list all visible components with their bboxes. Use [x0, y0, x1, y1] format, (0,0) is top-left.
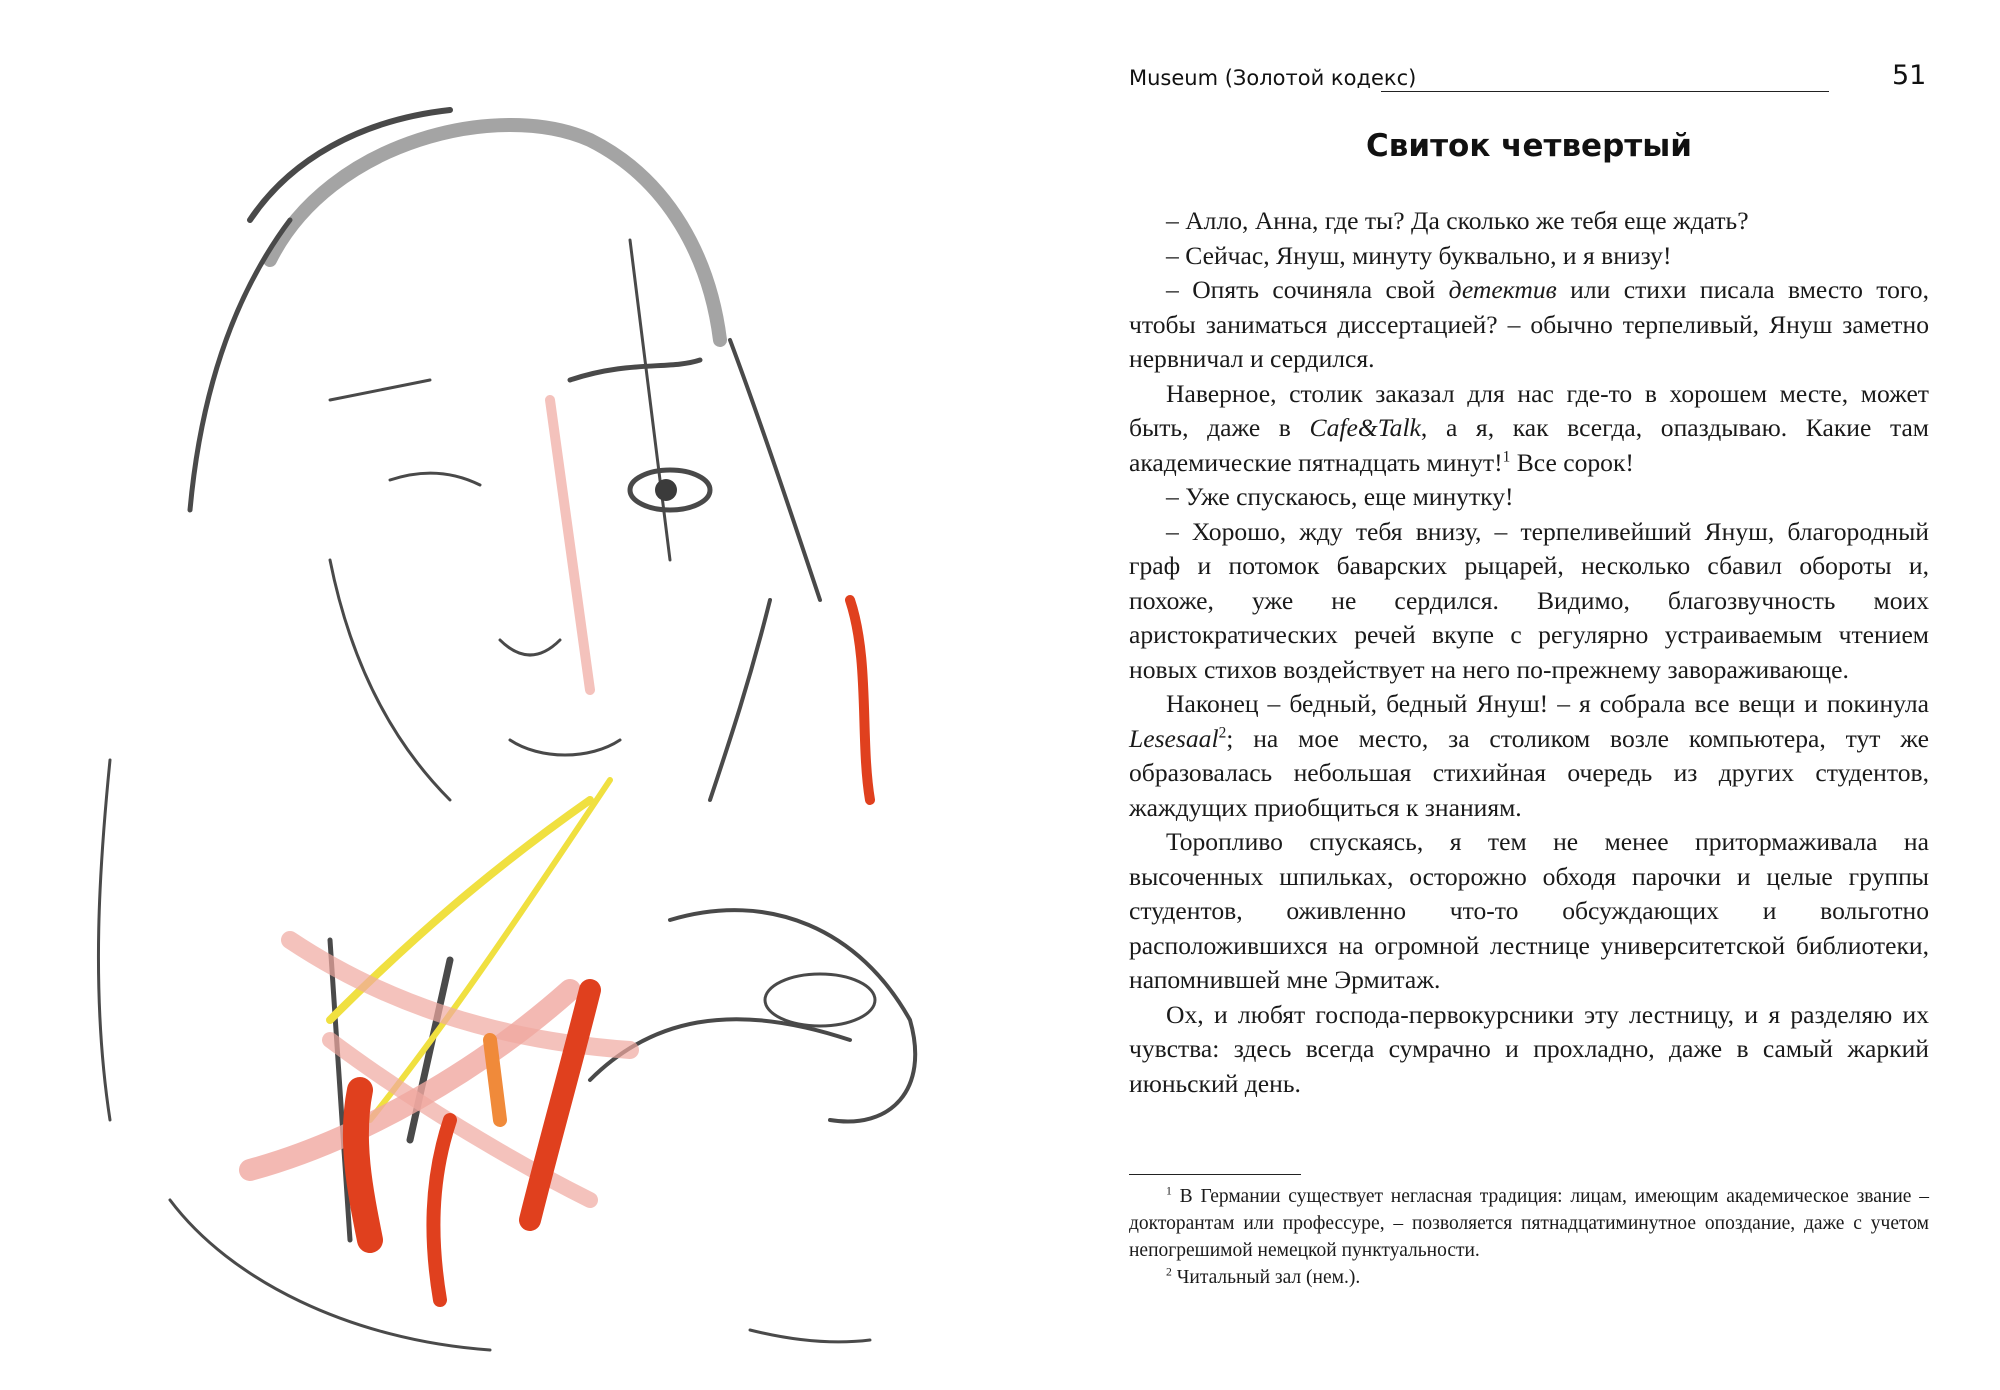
page-number: 51 [1892, 60, 1927, 91]
footnote-mark: 2 [1166, 1265, 1172, 1279]
italic-term: Lesesaal [1129, 723, 1219, 753]
italic-term: Cafe&Talk [1309, 413, 1421, 442]
footnotes [1129, 1183, 1929, 1291]
paragraph: Ох, и любят господа-первокурсники эту лестницу, и я разделяю их чувства: здесь всегда сумрачно и прохладно, даже в самый жаркий июньский день. [1129, 999, 1929, 1098]
paragraph: – Хорошо, жду тебя внизу, – терпеливейший Януш, благородный граф и потомок баварских рыцарей, несколько сбавил обороты и, похоже, уже не сердился. Видимо, благозвучность моих аристократических речей вкупе с регулярно устраиваемым чтением новых стихов воздействует на него по-прежнему завораживающе. [1129, 516, 1929, 684]
paragraph: – Алло, Анна, где ты? Да сколько же тебя еще ждать? [1166, 206, 1749, 235]
footnote-ref: 2 [1218, 723, 1227, 741]
paragraph: Торопливо спускаясь, я тем не менее притормаживала на высоченных шпильках, осторожно обходя парочки и целые группы студентов, оживленно что-то обсуждающих и вольготно расположившихся на огромной лестнице университетской библиотеки, напомнившей мне Эрмитаж. [1129, 827, 1929, 994]
running-head-title: Museum (Золотой кодекс) [1129, 66, 1417, 90]
footnote-rule [1129, 1174, 1301, 1175]
paragraph: Наверное, столик заказал для нас где-то в хорошем месте, может быть, даже в Cafe&Talk, а я, как всегда, опаздываю. Какие там академические пятнадцать минут!$^1$ Все сорок! [1129, 378, 1929, 477]
paragraph: – Уже спускаюсь, еще минутку! [1166, 482, 1514, 511]
running-head-rule [1381, 91, 1829, 92]
footnote-ref: 1 [1502, 447, 1511, 465]
right-page [1090, 0, 2000, 1390]
paragraph: – Опять сочиняла свой детектив или стихи писала вместо того, чтобы заниматься диссертацией? – обычно терпеливый, Януш заметно нервничал и сердился. [1129, 275, 1929, 373]
footnote-mark: 1 [1166, 1184, 1172, 1198]
italic-term: детектив [1448, 275, 1557, 304]
chapter-title: Свиток четвертый [1365, 128, 1692, 164]
paragraph: – Сейчас, Януш, минуту буквально, и я внизу! [1166, 240, 1672, 270]
portrait-illustration [30, 40, 1050, 1360]
body-text [1129, 204, 1929, 1101]
footnote: $^2$ Читальный зал (нем.). [1166, 1265, 1361, 1288]
paragraph: Наконец – бедный, бедный Януш! – я собрала все вещи и покинула Lesesaal$^2$; на мое место, за столиком возле компьютера, тут же образовалась небольшая стихийная очередь из других студентов, жаждущих приобщиться к знаниям. [1129, 689, 1929, 822]
footnote: $^1$ В Германии существует негласная традиция: лицам, имеющим академическое звание – докторантам или профессуре, – позволяется пятнадцатиминутное опоздание, даже с учетом непогрешимой немецкой пунктуальности. [1129, 1184, 1929, 1261]
